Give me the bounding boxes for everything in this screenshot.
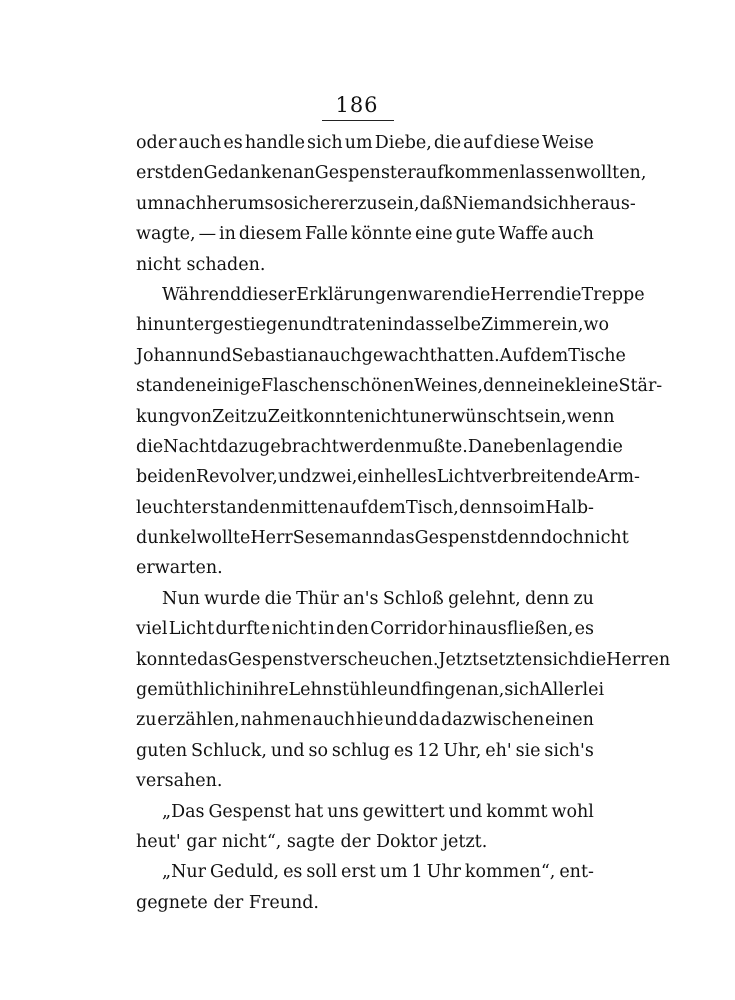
paragraph-p4 (136, 797, 594, 858)
text-line: guten Schluck, und so schlug es 12 Uhr, eh' sie sich's (136, 740, 594, 761)
text-line: „Das Gespenst hat uns gewittert und kommt wohl (162, 801, 594, 822)
text-line: erst den Gedanken an Gespenster aufkommen lassen wollten, (136, 163, 647, 184)
paragraph-p3 (136, 584, 671, 797)
header-rule (322, 120, 394, 121)
text-line: um nachher um so sicherer zu sein, daß Niemand sich heraus- (136, 193, 636, 214)
text-line: konnte das Gespenst verscheuchen. Jetzt setzten sich die Herren (136, 649, 671, 670)
text-line: hinuntergestiegen und traten in dasselbe Zimmer ein, wo (136, 315, 610, 336)
page-header (318, 94, 396, 116)
text-line: beiden Revolver, und zwei, ein helles Licht verbreitende Arm- (136, 467, 640, 488)
body-text (136, 128, 671, 918)
text-line: Johann und Sebastian auch gewacht hatten. Auf dem Tische (136, 345, 626, 366)
text-line: viel Licht durfte nicht in den Corridor hinausfließen, es (136, 619, 594, 640)
text-line: erwarten. (136, 558, 223, 579)
text-line: kung von Zeit zu Zeit konnte nicht unerwünscht sein, wenn (136, 406, 615, 427)
text-line: nicht schaden. (136, 254, 266, 275)
text-line: dunkel wollte Herr Sesemann das Gespenst denn doch nicht (136, 528, 629, 549)
text-line: die Nacht da zugebracht werden mußte. Daneben lagen die (136, 436, 623, 457)
text-line: leuchter standen mitten auf dem Tisch, denn so im Halb- (136, 497, 594, 518)
paragraph-p2 (136, 280, 663, 584)
text-line: wagte, — in diesem Falle könnte eine gute Waffe auch (136, 224, 594, 245)
paragraph-p1 (136, 128, 647, 280)
paragraph-p5 (136, 857, 594, 918)
text-line: gegnete der Freund. (136, 892, 319, 913)
text-line: standen einige Flaschen schönen Weines, denn eine kleine Stär- (136, 376, 663, 397)
text-line: zu erzählen, nahmen auch hie und da dazwischen einen (136, 710, 594, 731)
text-line: gemüthlich in ihre Lehnstühle und fingen an, sich Allerlei (136, 680, 605, 701)
text-line: versahen. (136, 771, 223, 792)
page-number: 186 (335, 93, 379, 117)
text-line: heut' gar nicht“, sagte der Doktor jetzt. (136, 831, 488, 852)
text-line: Während dieser Erklärungen waren die Herren die Treppe (162, 284, 645, 305)
text-line: Nun wurde die Thür an's Schloß gelehnt, denn zu (162, 588, 594, 609)
text-line: oder auch es handle sich um Diebe, die auf diese Weise (136, 133, 594, 153)
text-line: „Nur Geduld, es soll erst um 1 Uhr kommen“, ent- (162, 862, 594, 883)
